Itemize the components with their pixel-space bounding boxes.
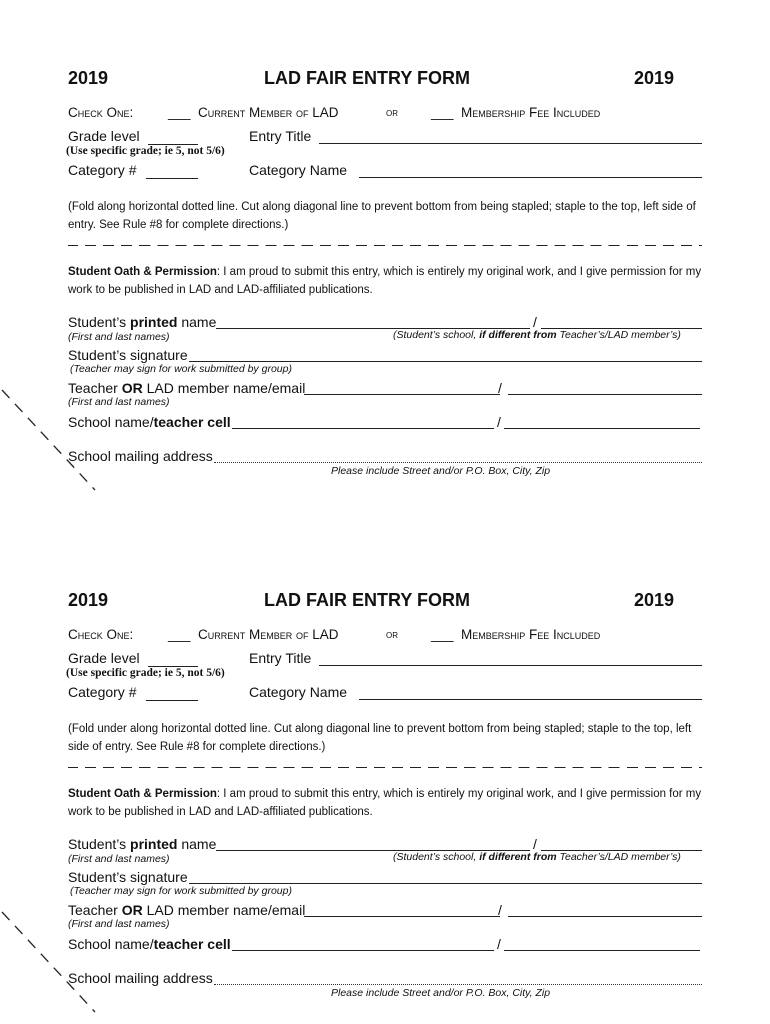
school-name-label: School name/teacher cell xyxy=(68,936,231,952)
oath-text: : I am proud to submit this entry, which is entirely my original work, and I give permission for my work to be published in LAD and LAD-affiliated publications. xyxy=(68,788,702,818)
slash-separator: / xyxy=(533,314,537,330)
form-title: LAD FAIR ENTRY FORM xyxy=(264,68,470,88)
entry-title-field[interactable] xyxy=(319,665,702,666)
teacher-name-field[interactable] xyxy=(304,916,500,917)
teacher-name-label: Teacher OR LAD member name/email xyxy=(68,902,306,918)
check-one-label: Check One: xyxy=(68,627,134,642)
slash-separator-3: / xyxy=(497,936,501,952)
year-left: 2019 xyxy=(68,68,109,88)
grade-note: (Use specific grade; ie 5, not 5/6) xyxy=(66,667,225,679)
category-number-field[interactable] xyxy=(146,178,198,179)
mailing-address-field[interactable] xyxy=(214,984,702,985)
form-title: LAD FAIR ENTRY FORM xyxy=(264,590,470,610)
membership-fee-label: Membership Fee Included xyxy=(461,105,601,120)
teacher-email-field[interactable] xyxy=(508,394,702,395)
category-name-label: Category Name xyxy=(249,162,348,178)
diagonal-cut-line xyxy=(0,910,100,1020)
slash-separator-2: / xyxy=(498,380,502,396)
entry-title-label: Entry Title xyxy=(249,650,312,666)
first-last-note: (First and last names) xyxy=(68,331,170,343)
or-label: or xyxy=(386,105,398,119)
entry-form-1 xyxy=(0,0,770,500)
student-signature-field[interactable] xyxy=(189,883,702,884)
membership-fee-blank[interactable]: ___ xyxy=(431,627,454,642)
student-printed-name-label: Student’s printed name xyxy=(68,836,217,852)
fold-instructions: (Fold under along horizontal dotted line. Cut along diagonal line to prevent bottom from being stapled; staple to the top, left side of entry. See Rule #8 for complete directions.) xyxy=(68,723,692,753)
category-name-field[interactable] xyxy=(359,699,702,700)
student-signature-label: Student’s signature xyxy=(68,347,188,363)
oath-text: : I am proud to submit this entry, which is entirely my original work, and I give permission for my work to be published in LAD and LAD-affiliated publications. xyxy=(68,266,702,296)
slash-separator-3: / xyxy=(497,414,501,430)
mailing-address-label: School mailing address xyxy=(68,448,213,464)
current-member-label: Current Member of LAD xyxy=(198,105,339,120)
teacher-sign-note: (Teacher may sign for work submitted by group) xyxy=(70,885,292,897)
membership-fee-blank[interactable]: ___ xyxy=(431,105,454,120)
mailing-note: Please include Street and/or P.O. Box, City, Zip xyxy=(331,987,551,999)
teacher-email-field[interactable] xyxy=(508,916,702,917)
oath-label: Student Oath & Permission xyxy=(68,266,217,278)
entry-title-label: Entry Title xyxy=(249,128,312,144)
student-oath xyxy=(68,263,703,299)
membership-fee-label: Membership Fee Included xyxy=(461,627,601,642)
current-member-blank[interactable]: ___ xyxy=(168,105,191,120)
student-school-note: (Student’s school, if different from Teacher’s/LAD member’s) xyxy=(393,851,681,863)
school-name-field[interactable] xyxy=(232,950,494,951)
category-name-field[interactable] xyxy=(359,177,702,178)
grade-level-label: Grade level xyxy=(68,128,140,144)
teacher-cell-field[interactable] xyxy=(504,428,700,429)
current-member-blank[interactable]: ___ xyxy=(168,627,191,642)
first-last-note-2: (First and last names) xyxy=(68,918,170,930)
category-number-label: Category # xyxy=(68,684,137,700)
entry-form-2 xyxy=(0,522,770,1022)
category-number-field[interactable] xyxy=(146,700,198,701)
school-name-label: School name/teacher cell xyxy=(68,414,231,430)
category-number-label: Category # xyxy=(68,162,137,178)
mailing-address-field[interactable] xyxy=(214,462,702,463)
check-one-label: Check One: xyxy=(68,105,134,120)
diagonal-cut-line xyxy=(0,388,100,498)
fold-dashed-line xyxy=(68,767,702,768)
student-signature-label: Student’s signature xyxy=(68,869,188,885)
teacher-sign-note: (Teacher may sign for work submitted by group) xyxy=(70,363,292,375)
teacher-cell-field[interactable] xyxy=(504,950,700,951)
mailing-note: Please include Street and/or P.O. Box, City, Zip xyxy=(331,465,551,477)
oath-label: Student Oath & Permission xyxy=(68,788,217,800)
student-oath xyxy=(68,785,703,821)
student-school-note: (Student’s school, if different from Teacher’s/LAD member’s) xyxy=(393,329,681,341)
mailing-address-label: School mailing address xyxy=(68,970,213,986)
first-last-note: (First and last names) xyxy=(68,853,170,865)
entry-title-field[interactable] xyxy=(319,143,702,144)
grade-note: (Use specific grade; ie 5, not 5/6) xyxy=(66,145,225,157)
year-right: 2019 xyxy=(634,590,675,610)
or-label: or xyxy=(386,627,398,641)
slash-separator: / xyxy=(533,836,537,852)
category-name-label: Category Name xyxy=(249,684,348,700)
first-last-note-2: (First and last names) xyxy=(68,396,170,408)
fold-instructions: (Fold along horizontal dotted line. Cut along diagonal line to prevent bottom from being stapled; staple to the top, left side of entry. See Rule #8 for complete directions.) xyxy=(68,201,696,231)
current-member-label: Current Member of LAD xyxy=(198,627,339,642)
teacher-name-field[interactable] xyxy=(304,394,500,395)
slash-separator-2: / xyxy=(498,902,502,918)
year-right: 2019 xyxy=(634,68,675,88)
student-signature-field[interactable] xyxy=(189,361,702,362)
teacher-name-label: Teacher OR LAD member name/email xyxy=(68,380,306,396)
fold-dashed-line xyxy=(68,245,702,246)
grade-level-label: Grade level xyxy=(68,650,140,666)
student-printed-name-label: Student’s printed name xyxy=(68,314,217,330)
year-left: 2019 xyxy=(68,590,109,610)
school-name-field[interactable] xyxy=(232,428,494,429)
